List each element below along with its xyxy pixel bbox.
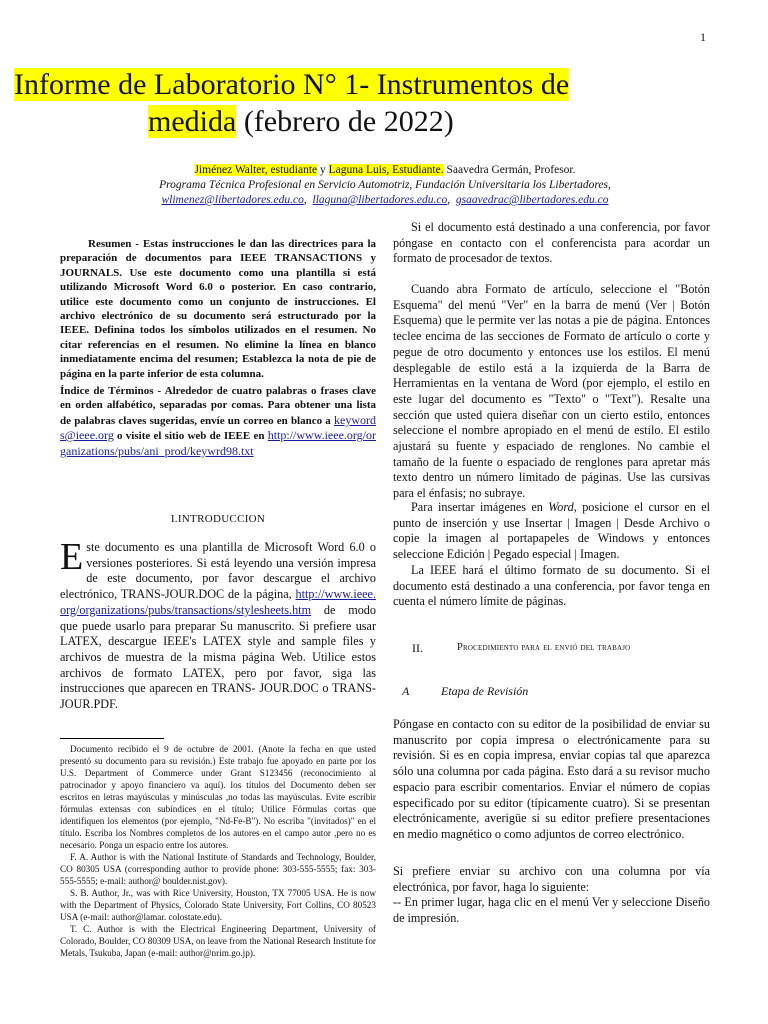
footnote: Documento recibido el 9 de octubre de 2001. (Anote la fecha en que usted presentó su documento para su revisión.) Este trabajo fue apoyado en parte por los U.S. Department of Commerce under Grant S123456 (reconocimiento al patrocinador y apoyo financiero va aquí). los títulos del Documento deben ser escritos en letras mayúsculas y minúsculas ,no todas las mayúsculas. Evite escribir fórmulas extensas con subíndices en el título; Utilice Fórmulas cortas que identifiquen los elementos (por ejemplo, "Nd-Fe-B"). No escriba "(invitados)" en el título. Escriba los Nombres completos de los autores en el campo autor ,pero no es necesario. Ponga un espacio entre los autores. [60, 744, 376, 850]
subsection-letter: A [402, 684, 410, 698]
right-paragraph-5: Póngase en contacto con su editor de la posibilidad de enviar su manuscrito por copia impresa o electrónicamente para su revisión. Si es en copia impresa, enviar copias tal que aparezca sólo una columna por cada página. Esto dará a su revisor mucho espacio para escribir comentarios. Enviar el número de copias especificado por su editor (típicamente cuatro). Si se presentan electrónicamente, averigüe si su editor prefiere presentaciones en medio magnético o como adjuntos de correo electrónico. [393, 717, 710, 841]
right-paragraph-3 [393, 500, 710, 563]
title-highlight: medida [148, 105, 237, 138]
section-heading-introduccion: I.INTRODUCCION [170, 513, 266, 525]
footnote: T. C. Author is with the Electrical Engineering Department, University of Colorado, Boulder, CO 80309 USA, on leave from the National Research Institute for Metals, Tsukuba, Japan (e-mail: author@nrim.go.jp). [60, 924, 376, 958]
stylesheet-url-link[interactable]: http://www.ieee.org/organizations/pubs/transactions/stylesheets.htm [60, 587, 376, 617]
right-paragraph-1: Si el documento está destinado a una conferencia, por favor póngase en contacto con el conferencista para acordar un formato de procesador de textos. [393, 220, 710, 266]
title-date: (febrero de 2022) [236, 105, 454, 138]
section-2-number: II. [412, 641, 423, 655]
keywords-email-link[interactable]: keywords@ieee.org [60, 412, 376, 443]
intro-paragraph [60, 536, 376, 713]
right-paragraph-2: Cuando abra Formato de artículo, seleccione el "Botón Esquema" del menú "Ver" en la barra de menú (Ver | Botón Esquema) que le permite ver las notas a pie de página. Entonces teclee encima de las secciones de Formato de artículo o corte y pegue de otro documento y entonces use los estilos. El menú desplegable de estilo está a la izquierda de la Barra de Herramientas en la ventana de Word (por ejemplo, el estilo en este lugar del documento es "Texto" o "Text"). Resalte una sección que usted quiera diseñar con un cierto estilo, entonces seleccione el nombre apropiado en el menú de estilo. El estilo ajustará su fuente y espaciado de renglones. No cambie el tamaño de la fuente o espaciado de renglones para apretar más texto dentro un número limitado de páginas. Use las cursivas para el énfasis; no subraye. [393, 282, 710, 501]
keywords-url-link[interactable]: http://www.ieee.org/organizations/pubs/ani_prod/keywrd98.txt [60, 428, 376, 458]
right-paragraph-7: -- En primer lugar, haga clic en el menú Ver y seleccione Diseño de impresión. [393, 895, 710, 925]
drop-cap: E [60, 536, 84, 578]
author-2: Laguna Luis, Estudiante. [328, 164, 444, 176]
section-heading-procedimiento: Procedimiento para el envió del trabajo [457, 642, 631, 653]
footnote: F. A. Author is with the National Institute of Standards and Technology, Boulder, CO 80305 USA (corresponding author to provide phone: 303-555-5555; fax: 303-555-5555; e-mail: author@ boulder.nist.gov). [60, 852, 376, 886]
authors-block: Jiménez Walter, estudiante y Laguna Luis, Estudiante. Saavedra Germán, Profesor. Programa Técnica Profesional en Servicio Automotriz, Fundación Universitaria los Libertadores, wlimenez@libertadores.edu.co, llaguna@libertadores.edu.co, gsaavedrac@libertadores.edu.co [60, 163, 710, 208]
footnotes [60, 743, 376, 959]
index-terms [60, 384, 376, 459]
affiliation: Programa Técnica Profesional en Servicio Automotriz, Fundación Universitaria los Libertadores, [159, 179, 611, 191]
footnote: S. B. Author, Jr., was with Rice University, Houston, TX 77005 USA. He is now with the Department of Physics, Colorado State University, Fort Collins, CO 80523 USA (e-mail: author@lamar. colostate.edu). [60, 888, 376, 922]
p3-text-b: , posicione el cursor en el punto de inserción y use Insertar | Imagen | Desde Archivo o copie la imagen al portapapeles de Windows y entonces seleccione Edición | Pegado especial | Imagen. [393, 500, 710, 562]
keywords-mid: o visite el sitio web de IEEE en [113, 430, 268, 443]
footnote-rule [60, 738, 164, 739]
email-link-2[interactable]: llaguna@libertadores.edu.co [312, 194, 448, 206]
abstract: Resumen - Estas instrucciones le dan las directrices para la preparación de documentos para IEEE TRANSACTIONS y JOURNALS. Use este documento como una plantilla si está utilizando Microsoft Word 6.0 o posterior. En caso contrario, utilice este documento como un conjunto de instrucciones. El archivo electrónico de su documento será estructurado por la IEEE. Definina todos los símbolos utilizados en el resumen. No citar referencias en el resumen. No elimine la línea en blanco inmediatamente encima del resumen; Establezca la nota de pie de página en la parte inferior de esta columna. [60, 238, 376, 380]
title-line-1: Informe de Laboratorio N° 1- Instrumentos de [14, 68, 570, 101]
right-paragraph-6: Si prefiere enviar su archivo con una columna por vía electrónica, por favor, haga lo siguiente: [393, 864, 710, 894]
keywords-text: Índice de Términos - Alrededor de cuatro palabras o frases clave en orden alfabético, separadas por comas. Para obtener una lista de palabras claves sugeridas, envíe un correo en blanco a [60, 385, 376, 427]
p3-word: Word [548, 500, 574, 514]
page-number: 1 [700, 30, 706, 44]
email-link-3[interactable]: gsaavedrac@libertadores.edu.co [455, 194, 609, 206]
right-paragraph-4: La IEEE hará el último formato de su documento. Si el documento está destinado a una conferencia, por favor tenga en cuenta el número límite de páginas. [393, 563, 710, 609]
title-line-2 [14, 103, 754, 140]
author-separator: y [317, 164, 329, 176]
email-link-1[interactable]: wlimenez@libertadores.edu.co [161, 194, 304, 206]
intro-text-2: de modo que puede usarlo para preparar Su manuscrito. Si prefiere usar LATEX, descargue IEEE's LATEX style and sample files y archivos de muestra de la misma página Web. Utilice estos archivos de formato LATEX, pero por favor, siga las instrucciones que aparecen en TRANS- JOUR.DOC o TRANS-JOUR.PDF. [60, 602, 376, 712]
p3-text-a: Para insertar imágenes en [411, 500, 549, 514]
intro-text-1: ste documento es una plantilla de Microsoft Word 6.0 o versiones posteriores. Si está leyendo una versión impresa de este documento, por favor descargue el archivo electrónico, TRANS-JOUR.DOC de la página, [60, 540, 376, 602]
subsection-heading-revision: Etapa de Revisión [441, 684, 529, 698]
author-3: Saavedra Germán, Profesor. [443, 164, 576, 176]
page-title [14, 66, 754, 140]
author-1: Jiménez Walter, estudiante [194, 164, 318, 176]
